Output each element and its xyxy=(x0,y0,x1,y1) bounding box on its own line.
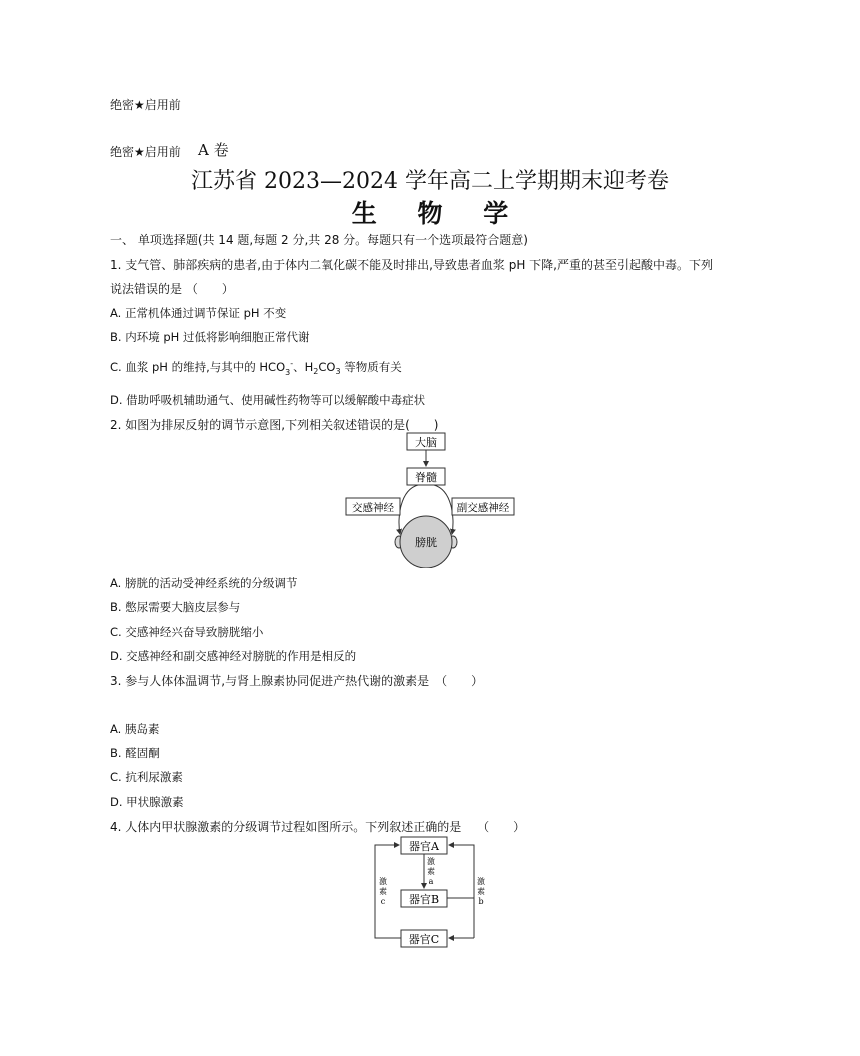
section-heading: 一、 单项选择题(共 14 题,每题 2 分,共 28 分。每题只有一个选项最符合题意) xyxy=(110,233,528,247)
sympathetic-label: 交感神经 xyxy=(352,502,394,514)
q1-option-c-subsup xyxy=(285,359,294,377)
hormone-b-char1: 激 xyxy=(477,877,485,886)
q2-stem: 2. 如图为排尿反射的调节示意图,下列相关叙述错误的是( ) xyxy=(110,418,439,432)
b-to-a-feedback-arrow xyxy=(447,845,474,898)
q1-option-c-mid: 、H xyxy=(293,360,314,374)
exam-title: 江苏省 2023—2024 学年高二上学期期末迎考卷 xyxy=(191,169,669,194)
q2-option-b: B. 憋尿需要大脑皮层参与 xyxy=(110,600,241,614)
hormone-b-char3: b xyxy=(478,897,484,906)
q2-option-c: C. 交感神经兴奋导致膀胱缩小 xyxy=(110,625,264,639)
q2-option-a: A. 膀胱的活动受神经系统的分级调节 xyxy=(110,576,298,590)
organ-a-label: 器官A xyxy=(409,840,439,853)
brain-label: 大脑 xyxy=(415,436,437,449)
q1-option-c-sub2: 2 xyxy=(313,367,319,376)
spinal-label: 脊髓 xyxy=(415,471,437,484)
q1-option-c-mid2: CO xyxy=(318,360,336,374)
q1-option-c-pre: C. 血浆 pH 的维持,与其中的 HCO xyxy=(110,360,286,374)
hormone-a-char3: a xyxy=(428,877,434,886)
organ-b-label: 器官B xyxy=(408,893,440,906)
q2-option-d: D. 交感神经和副交感神经对膀胱的作用是相反的 xyxy=(110,649,357,663)
q3-option-d: D. 甲状腺激素 xyxy=(110,795,184,809)
q3-stem: 3. 参与人体体温调节,与肾上腺素协同促进产热代谢的激素是 （ ） xyxy=(110,674,484,688)
q1-option-d: D. 借助呼吸机辅助通气、使用碱性药物等可以缓解酸中毒症状 xyxy=(110,393,426,407)
q3-option-a: A. 胰岛素 xyxy=(110,722,160,736)
organ-c-label: 器官C xyxy=(408,933,440,946)
q1-stem-line1: 1. 支气管、肺部疾病的患者,由于体内二氧化碳不能及时排出,导致患者血浆 pH 下降,严重的甚至引起酸中毒。下列 xyxy=(110,258,713,272)
q1-option-a: A. 正常机体通过调节保证 pH 不变 xyxy=(110,306,287,320)
q4-stem: 4. 人体内甲状腺激素的分级调节过程如图所示。下列叙述正确的是 （ ） xyxy=(110,820,526,834)
q3-option-c: C. 抗利尿激素 xyxy=(110,770,183,784)
q3-option-b: B. 醛固酮 xyxy=(110,746,160,760)
hormone-c-char2: 素 xyxy=(379,887,387,896)
q1-option-b: B. 内环境 pH 过低将影响细胞正常代谢 xyxy=(110,330,310,344)
q1-option-c-sub1: 3 xyxy=(285,368,291,377)
parasympathetic-label: 副交感神经 xyxy=(456,502,510,514)
hormone-c-char3: c xyxy=(380,897,386,906)
hormone-a-char2: 素 xyxy=(427,867,435,876)
hormone-c-char1: 激 xyxy=(379,877,387,886)
q1-option-c-sup1: - xyxy=(290,359,294,368)
q1-option-c xyxy=(110,359,402,375)
reflex-diagram xyxy=(340,428,520,568)
q1-stem-line2: 说法错误的是 （ ） xyxy=(110,282,234,296)
hormone-a-char1: 激 xyxy=(427,857,435,866)
secret-label-top: 绝密★启用前 xyxy=(110,98,181,112)
bladder-label: 膀胱 xyxy=(415,536,437,549)
q1-option-c-sub3: 3 xyxy=(335,367,341,376)
secret-label: 绝密★启用前 xyxy=(110,145,181,159)
q1-option-c-post: 等物质有关 xyxy=(340,360,402,374)
hormone-b-char2: 素 xyxy=(477,887,485,896)
subject-title: 生 物 学 xyxy=(351,199,525,228)
paper-label: A 卷 xyxy=(198,141,229,159)
hormone-diagram xyxy=(368,832,492,952)
